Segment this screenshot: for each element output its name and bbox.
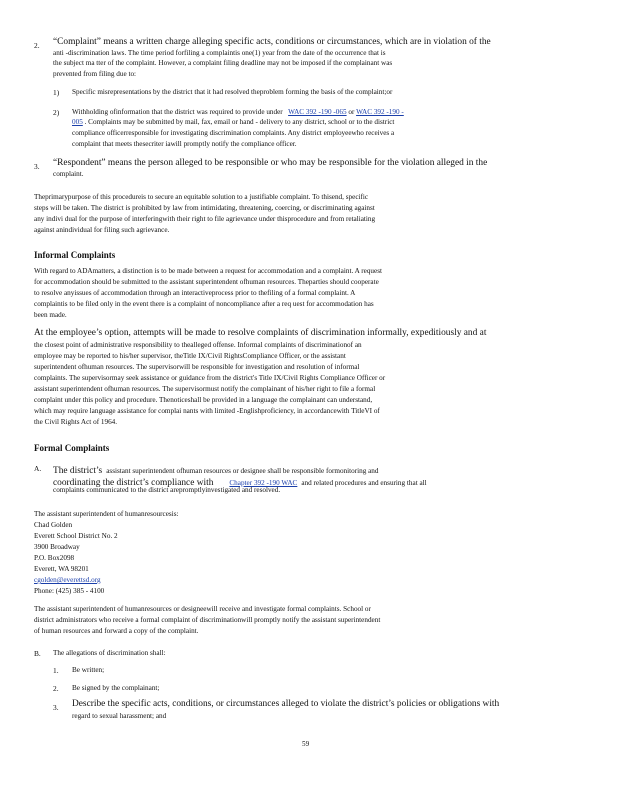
paragraph-text: or [348,108,355,116]
paragraph-line: complaint that meets thesecriter iawill promptly notify the compliance officer. [72,140,297,148]
paragraph-line: any indivi dual for the purpose of interferingwith their right to file agrievance under thisprocedure and from retaliating [34,215,376,223]
paragraph-line: Theprimarypurpose of this procedureis to secure an equitable solution to a justifiable complaint. To thisend, specific [34,193,369,201]
page-number: 59 [302,740,310,748]
employee-option-lead: At the employee’s option, attempts will be made to resolve complaints of discrimination informally, expeditiously and at [34,328,487,338]
list-number: 2. [53,684,59,693]
wac-link[interactable]: 005 [72,118,83,126]
paragraph-line: been made. [34,311,67,319]
wac-link[interactable]: WAC 392 -190 - [356,108,404,116]
contact-phone: Phone: (425) 385 - 4100 [34,587,105,595]
paragraph-line: against anindividual for filing such agrievance. [34,226,170,234]
list-number: 2. [34,41,40,50]
paragraph-line: compliance officerresponsible for investigating discrimination complaints. Any district employeewho receives a [72,129,395,137]
contact-city: Everett, WA 98201 [34,565,89,573]
paragraph-text: The district’s [53,466,103,476]
paragraph-line: employee may be reported to his/her supervisor, theTitle IX/Civil RightsCompliance Officer, or the assistant [34,352,346,360]
paragraph-line: complaint under this policy and procedure. Thenoticeshall be provided in a language the complainant can understand, [34,396,373,404]
contact-po-box: P.O. Box2098 [34,554,75,562]
contact-intro: The assistant superintendent of humanresourcesis: [34,510,179,518]
paragraph-line: superintendent ofhuman resources. The supervisorwill be responsible for investigation and resolution of informal [34,363,360,371]
informal-complaints-heading: Informal Complaints [34,250,116,260]
paragraph-line: to resolve anyissues of accommodation through an interactiveprocess prior to thefiling of a formal complaint. A [34,289,356,297]
paragraph-line: complaints communicated to the district arepromptlyinvestigated and resolved. [53,486,281,494]
contact-street: 3900 Broadway [34,543,80,551]
paragraph-line: which may require language assistance for complai nants with limited -Englishproficiency, in accordancewith TitleVI of [34,407,380,415]
list-item: Describe the specific acts, conditions, or circumstances alleged to violate the district’s policies or obligations with [72,699,500,709]
paragraph-line: the subject ma tter of the complaint. However, a complaint filing deadline may not be imposed if the complainant was [53,59,393,67]
list-item: Be signed by the complainant; [72,684,160,692]
list-number: 2) [53,108,60,117]
paragraph-line: for accommodation should be submitted to the assistant superintendent ofhuman resources. Theparties should cooperate [34,278,379,286]
list-item [72,108,404,117]
paragraph-line: The assistant superintendent of humanresources or designeewill receive and investigate formal complaints. School or [34,605,371,613]
list-item: Be written; [72,666,105,674]
paragraph-line: the Civil Rights Act of 1964. [34,418,118,426]
paragraph-text: assistant superintendent ofhuman resources or designee shall be responsible formonitoring and [106,467,379,475]
contact-organization: Everett School District No. 2 [34,532,118,540]
paragraph-line: complaints. The supervisormay seek assistance or guidance from the district's Title IX/Civil Rights Compliance Officer or [34,374,386,382]
paragraph-line: of human resources and forward a copy of the complaint. [34,627,199,635]
respondent-definition-lead: “Respondent” means the person alleged to be responsible or who may be responsible for the violation alleged in the [53,158,488,168]
paragraph-text: . Complaints may be submitted by mail, fax, email or hand - delivery to any district, school or to the district [84,118,395,126]
paragraph-line: regard to sexual harassment; and [72,712,167,720]
list-letter: A. [34,464,42,473]
paragraph-line: steps will be taken. The district is prohibited by law from intimidating, threatening, coercing, or discriminating against [34,204,375,212]
paragraph-line: assistant superintendent ofhuman resources. The supervisormust notify the complainant of his/her right to file a formal [34,385,376,393]
paragraph-line: district administrators who receive a formal complaint of discriminationwill promptly notify the assistant superintendent [34,616,381,624]
paragraph-line: prevented from filing due to: [53,70,137,78]
paragraph-text: and related procedures and ensuring that all [301,479,427,487]
paragraph-line: the closest point of administrative responsibility to thealleged offense. Informal complaints of discriminationof an [34,341,362,349]
paragraph-text: coordinating the district’s compliance with [53,478,214,488]
wac-link[interactable]: WAC 392 -190 -065 [288,108,347,116]
list-item: Specific misrepresentations by the district that it had resolved theproblem forming the basis of the complaint;or [72,88,393,96]
list-number: 3. [34,162,40,171]
formal-complaints-heading: Formal Complaints [34,443,110,453]
list-number: 1) [53,88,60,97]
paragraph-text: Withholding ofinformation that the district was required to provide under [72,108,283,116]
paragraph-line: With regard to ADAmatters, a distinction is to be made between a request for accommodation and a complaint. A request [34,267,383,275]
contact-name: Chad Golden [34,521,73,529]
list-number: 1. [53,666,59,675]
contact-email-link[interactable]: cgolden@everettsd.org [34,576,101,584]
paragraph-line: The allegations of discrimination shall: [53,649,166,657]
wac-chapter-link[interactable]: Chapter 392 -190 WAC [229,479,298,487]
complaint-definition-lead: “Complaint” means a written charge alleging specific acts, conditions or circumstances, which are in violation of the [53,37,491,47]
list-letter: B. [34,649,41,658]
paragraph-line: complaint. [53,170,84,178]
paragraph-line: complaintis to be filed only in the event there is a complaint of noncompliance after a req uest for accommodation has [34,300,374,308]
paragraph-line: anti -discrimination laws. The time period forfiling a complaintis one(1) year from the date of the occurrence that is [53,49,386,57]
paragraph-line [72,118,394,127]
list-number: 3. [53,703,59,712]
